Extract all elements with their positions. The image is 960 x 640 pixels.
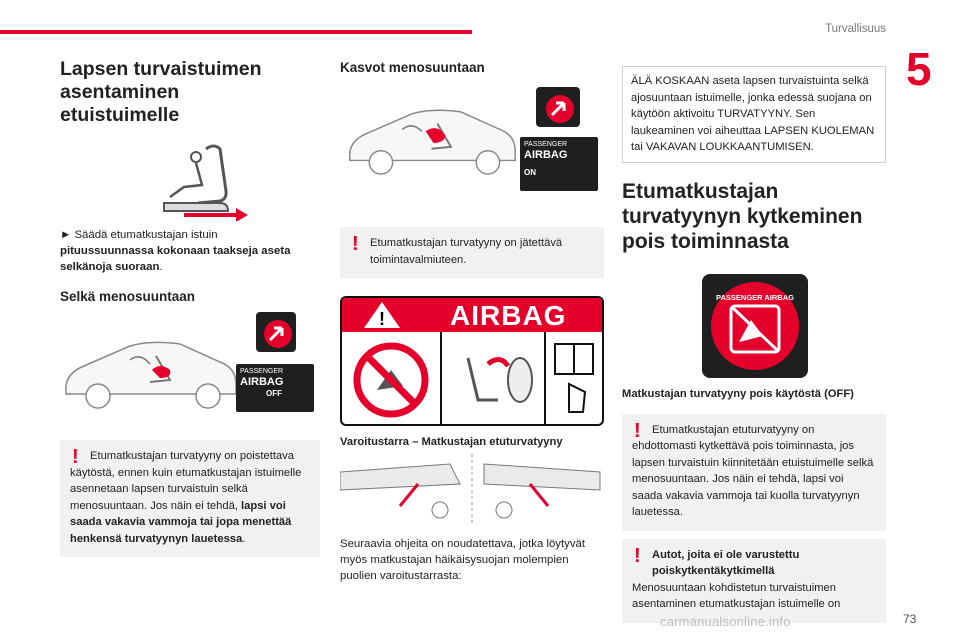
deactivate-warning: ! Etumatkustajan etuturvatyyny on ehdottomasti kytkettävä pois toiminnasta, jos lapsen turvaistuin kiinnitetään etuistuimelle selkä menosuuntaan. Jos näin ei tehdä, lapsi voi saada vakavia vammoja tai kuolla turvatyynyn lauetessa.	[622, 414, 886, 531]
no-rear-seat-pictogram	[342, 332, 442, 426]
off-caption: Matkustajan turvatyyny pois käytöstä (OFF)	[622, 387, 854, 400]
column-3	[622, 66, 886, 623]
header-accent-bar	[0, 30, 472, 34]
watermark: carmanualsonline.info	[660, 614, 791, 629]
deactivate-title: Etumatkustajan turvatyynyn kytkeminen pois toiminnasta	[622, 179, 863, 253]
chapter-number: 5	[906, 43, 932, 95]
airbag-label-text: AIRBAG	[450, 300, 567, 331]
forward-facing-warning: ! Etumatkustajan turvatyyny on jätettävä toimintavalmiuteen.	[340, 227, 604, 278]
column-1	[60, 56, 320, 557]
rear-facing-title: Selkä menosuuntaan	[60, 289, 196, 304]
forward-facing-figure	[340, 87, 604, 207]
car-rear-facing-illustration	[60, 334, 240, 414]
label-caption: Varoitustarra – Matkustajan etuturvatyyny	[340, 436, 563, 448]
rear-arrow-icon	[256, 312, 296, 352]
warning-icon: !	[352, 233, 359, 255]
warning-icon: !	[72, 446, 79, 468]
install-title: Lapsen turvaistuimen asentaminen etuistuimelle	[60, 58, 262, 126]
airbag-deploy-pictogram	[442, 332, 546, 426]
sun-visor-illustration	[340, 454, 604, 524]
page-number: 73	[903, 612, 917, 626]
instruction-text: ► Säädä etumatkustajan istuin pituussuunnassa kokonaan taakseja aseta selkänoja suoraan.	[60, 229, 291, 273]
seat-adjust-illustration	[144, 141, 254, 221]
section-title: Turvallisuus	[825, 23, 886, 35]
column-2	[340, 56, 604, 584]
airbag-warning-label	[340, 296, 604, 426]
rear-facing-figure	[60, 312, 320, 422]
no-switch-warning: ! Autot, joita ei ole varustettu poiskytkentäkytkimellä Menosuuntaan kohdistetun turvaistuimen asentaminen etumatkustajan istuimelle on	[622, 539, 886, 623]
svg-text:PASSENGER AIRBAG: PASSENGER AIRBAG	[716, 292, 794, 302]
airbag-off-indicator: PASSENGER AIRBAG OFF	[236, 364, 314, 412]
forward-facing-title: Kasvot menosuuntaan	[340, 60, 485, 75]
read-manual-pictogram	[546, 332, 602, 426]
warning-icon: !	[634, 544, 641, 567]
instructions-text: Seuraavia ohjeita on noudatettava, jotka löytyvät myös matkustajan häikäisysuojan molempien puolien varoitustarrasta:	[340, 538, 586, 582]
caution-triangle-icon	[362, 300, 402, 330]
airbag-off-badge	[702, 274, 808, 378]
car-forward-facing-illustration	[344, 101, 519, 181]
warning-icon: !	[634, 419, 641, 442]
passenger-airbag-off-icon	[707, 278, 803, 374]
never-rear-facing-notice: ÄLÄ KOSKAAN aseta lapsen turvaistuinta selkä ajosuuntaan istuimelle, jonka edessä suojana on käytöön aktivoitu TURVATYYNY. Sen laukeaminen voi aiheuttaa LAPSEN KUOLEMAN tai VAKAVAN LOUKKAANTUMISEN.	[622, 66, 886, 163]
airbag-on-indicator: PASSENGER AIRBAG ON	[520, 137, 598, 191]
rear-facing-warning: ! Etumatkustajan turvatyyny on poistettava käytöstä, ennen kuin etumatkustajan istuimelle asennetaan lapsen turvaistuin selkä menosuuntaan. Jos näin ei tehdä, lapsi voi saada vakavia vammoja tai jopa menettää henkensä turvatyynyn lauetessa.	[60, 440, 320, 557]
forward-arrow-icon	[536, 87, 580, 127]
airbag-label-header	[342, 298, 602, 332]
airbag-label-body	[342, 332, 602, 426]
svg-text:!: !	[379, 309, 385, 329]
